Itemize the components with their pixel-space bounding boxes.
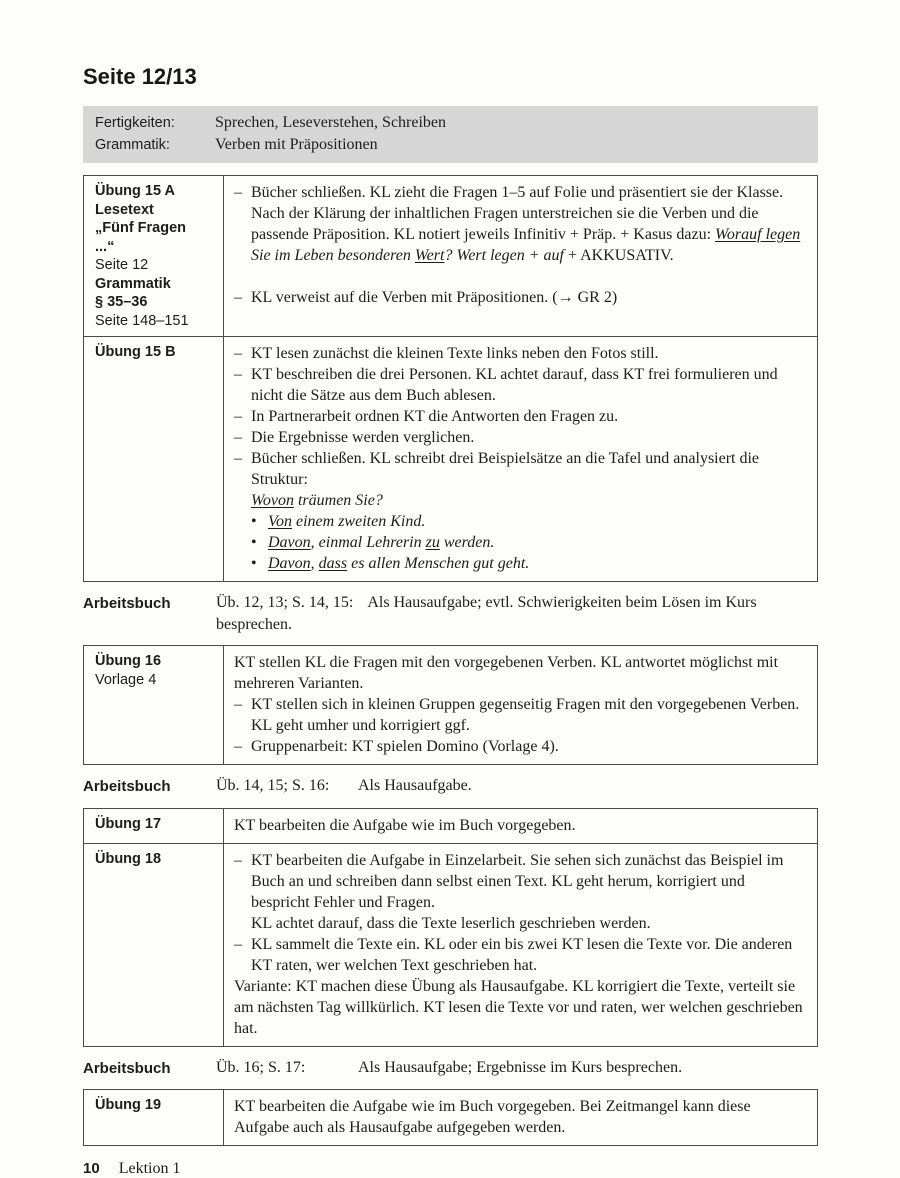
exercise-label-line: Grammatik bbox=[95, 275, 171, 292]
exercise-table-19 bbox=[83, 1089, 818, 1146]
text-run: Variante: KT machen diese Übung als Hausaufgabe. KL korrigiert die Texte, verteilt sie am nächsten Tag willkürlich. KT lesen die Texte vor und raten, wer welchen geschrieben hat. bbox=[234, 977, 803, 1037]
content-block bbox=[234, 343, 805, 364]
table-row bbox=[84, 176, 818, 337]
text-run: Gruppenarbeit: KT spielen Domino (Vorlage 4). bbox=[251, 738, 559, 755]
exercise-label-line: Übung 15 A bbox=[95, 183, 176, 199]
text-run: Sie im Leben besonderen bbox=[251, 247, 415, 264]
table-row bbox=[84, 1090, 818, 1146]
text-run: KT lesen zunächst die kleinen Texte links neben den Fotos still. bbox=[251, 345, 659, 362]
dash-marker: – bbox=[234, 366, 242, 383]
exercise-label-line: § 35–36 bbox=[95, 294, 148, 310]
content-block bbox=[234, 815, 805, 836]
text-run: Bücher schließen. KL schreibt drei Beispielsätze an die Tafel und analysiert die Struktur: bbox=[251, 450, 760, 488]
text-run: , einmal Lehrerin bbox=[310, 534, 426, 551]
dash-marker: – bbox=[234, 429, 242, 446]
text-run: KL verweist auf die Verben mit Präpositionen. ( bbox=[251, 289, 558, 306]
dash-marker: – bbox=[234, 851, 242, 869]
exercise-label-uebung-15a bbox=[84, 176, 224, 337]
text-run: KT bearbeiten die Aufgabe wie im Buch vorgegeben. Bei Zeitmangel kann diese Aufgabe auch als Hausaufgabe aufgegeben werden. bbox=[234, 1098, 751, 1136]
content-block bbox=[251, 511, 805, 532]
table-row bbox=[84, 337, 818, 582]
bullet-marker: • bbox=[251, 534, 257, 551]
arbeitsbuch-content bbox=[216, 592, 818, 635]
text-run: Wert bbox=[414, 247, 445, 264]
arbeitsbuch-label: Arbeitsbuch bbox=[83, 778, 171, 795]
content-text bbox=[251, 364, 805, 406]
arbeitsbuch-row-2 bbox=[83, 775, 818, 798]
content-text bbox=[251, 343, 805, 364]
skills-row bbox=[95, 112, 806, 134]
content-block bbox=[234, 934, 805, 976]
content-text bbox=[268, 553, 805, 574]
footer-chapter: Lektion 1 bbox=[118, 1160, 181, 1177]
content-block bbox=[251, 490, 805, 511]
exercise-content-uebung-19 bbox=[224, 1090, 818, 1146]
content-block bbox=[234, 976, 805, 1039]
dash-marker: – bbox=[234, 450, 242, 467]
text-run: Wert legen + auf bbox=[456, 247, 564, 264]
text-run: es allen Menschen gut geht. bbox=[347, 555, 530, 572]
dash-marker: – bbox=[234, 935, 242, 953]
text-run: Von bbox=[268, 513, 292, 530]
text-run: KL sammelt die Texte ein. KL oder ein bis zwei KT lesen die Texte vor. Die anderen KT raten, wer welchen Text geschrieben hat. bbox=[251, 935, 793, 974]
grammar-value: Verben mit Präpositionen bbox=[215, 136, 378, 153]
text-run: + AKKUSATIV. bbox=[563, 247, 674, 264]
dash-marker: – bbox=[234, 696, 242, 713]
exercise-label-uebung-17 bbox=[84, 808, 224, 843]
arbeitsbuch-row-1 bbox=[83, 592, 818, 635]
text-run: Worauf legen bbox=[715, 226, 801, 243]
text-run: Davon bbox=[268, 534, 311, 551]
exercise-label-line: Lesetext bbox=[95, 201, 154, 218]
paragraph-spacer bbox=[234, 266, 805, 287]
content-block bbox=[234, 406, 805, 427]
content-text bbox=[251, 913, 805, 934]
dash-marker: – bbox=[234, 289, 242, 306]
grammar-label: Grammatik: bbox=[95, 137, 170, 153]
exercise-label-line: Übung 17 bbox=[95, 815, 162, 832]
content-text bbox=[268, 511, 805, 532]
exercise-label-line: Vorlage 4 bbox=[95, 671, 157, 688]
exercise-content-uebung-17 bbox=[224, 808, 818, 843]
exercise-label-line: Seite 148–151 bbox=[95, 312, 189, 329]
arbeitsbuch-label: Arbeitsbuch bbox=[83, 595, 171, 612]
content-text bbox=[251, 427, 805, 448]
content-text bbox=[234, 815, 805, 836]
content-block bbox=[251, 532, 805, 553]
content-block bbox=[234, 287, 805, 308]
content-block bbox=[234, 182, 805, 266]
arbeitsbuch-instruction: Als Hausaufgabe. bbox=[358, 777, 472, 794]
grammar-row bbox=[95, 134, 806, 156]
arbeitsbuch-reference: Üb. 14, 15; S. 16: bbox=[216, 777, 330, 794]
arbeitsbuch-reference: Üb. 12, 13; S. 14, 15: bbox=[216, 594, 354, 611]
table-row bbox=[84, 646, 818, 765]
text-run: , bbox=[310, 555, 319, 572]
content-text bbox=[251, 448, 805, 490]
bullet-marker: • bbox=[251, 513, 257, 530]
arbeitsbuch-content bbox=[216, 775, 818, 798]
arbeitsbuch-label: Arbeitsbuch bbox=[83, 1059, 171, 1077]
arbeitsbuch-content bbox=[216, 1057, 818, 1080]
skills-label: Fertigkeiten: bbox=[95, 115, 175, 131]
exercise-label-line: Seite 12 bbox=[95, 257, 149, 273]
table-row bbox=[84, 808, 818, 843]
text-run: KT beschreiben die drei Personen. KL achtet darauf, dass KT frei formulieren und nicht die Sätze aus dem Buch ablesen. bbox=[251, 366, 778, 404]
exercise-label-line: ...“ bbox=[95, 238, 115, 255]
text-run: Wovon bbox=[251, 492, 294, 509]
text-run: Bücher schließen. KL zieht die Fragen 1–5 auf Folie und präsentiert sie der Klasse. Nach der Klärung der inhaltlichen Fragen unterstreichen sie die Verben und die passende Präposition. KL notiert jeweils Infinitiv + Präp. + Kasus dazu: bbox=[251, 184, 784, 243]
exercise-content-uebung-15b bbox=[224, 337, 818, 582]
dash-marker: – bbox=[234, 345, 242, 362]
text-run: KL achtet darauf, dass die Texte leserlich geschrieben werden. bbox=[251, 914, 651, 932]
exercise-label-line: Übung 19 bbox=[95, 1097, 162, 1113]
text-run: KT bearbeiten die Aufgabe wie im Buch vorgegeben. bbox=[234, 816, 576, 834]
content-text bbox=[251, 406, 805, 427]
content-text bbox=[251, 182, 805, 266]
content-block bbox=[234, 448, 805, 490]
text-run: dass bbox=[318, 555, 348, 572]
text-run: In Partnerarbeit ordnen KT die Antworten den Fragen zu. bbox=[251, 408, 619, 425]
content-block bbox=[234, 652, 805, 694]
content-text bbox=[234, 652, 805, 694]
text-run: GR 2) bbox=[573, 289, 618, 306]
dash-marker: – bbox=[234, 408, 242, 425]
content-block bbox=[234, 694, 805, 736]
text-run: KT stellen sich in kleinen Gruppen gegenseitig Fragen mit den vorgegebenen Verben. KL geht umher und korrigiert ggf. bbox=[251, 696, 800, 734]
page-title: Seite 12/13 bbox=[83, 64, 197, 89]
content-text bbox=[251, 490, 805, 511]
content-text bbox=[251, 694, 805, 736]
content-text bbox=[268, 532, 805, 553]
exercise-table-16 bbox=[83, 645, 818, 765]
footer-page-number: 10 bbox=[83, 1160, 100, 1177]
content-block bbox=[251, 913, 805, 934]
content-text bbox=[251, 850, 805, 913]
content-block bbox=[251, 553, 805, 574]
exercise-label-line: „Fünf Fragen bbox=[95, 220, 187, 236]
arbeitsbuch-reference: Üb. 16; S. 17: bbox=[216, 1058, 306, 1076]
content-block bbox=[234, 736, 805, 757]
dash-marker: – bbox=[234, 738, 242, 755]
exercise-content-uebung-18 bbox=[224, 843, 818, 1046]
page-footer bbox=[83, 1160, 818, 1178]
text-run: KT bearbeiten die Aufgabe in Einzelarbeit. Sie sehen sich zunächst das Beispiel im Buch an und schreiben dann selbst einen Text. KL geht herum, korrigiert und bespricht Fehler und Fragen. bbox=[251, 851, 784, 911]
exercise-label-uebung-15b bbox=[84, 337, 224, 582]
content-block bbox=[234, 850, 805, 913]
arbeitsbuch-row-3 bbox=[83, 1057, 818, 1080]
content-text bbox=[234, 976, 805, 1039]
arbeitsbuch-instruction: Als Hausaufgabe; evtl. Schwierigkeiten beim Lösen im Kurs besprechen. bbox=[216, 594, 757, 633]
exercise-content-uebung-15a bbox=[224, 176, 818, 337]
text-run: werden. bbox=[439, 534, 495, 551]
content-text bbox=[251, 934, 805, 976]
text-run: zu bbox=[425, 534, 440, 551]
content-text bbox=[234, 1096, 805, 1138]
exercise-label-line: Übung 16 bbox=[95, 653, 162, 669]
text-run: ? bbox=[444, 247, 457, 264]
content-block bbox=[234, 364, 805, 406]
content-block bbox=[234, 1096, 805, 1138]
text-run: → bbox=[557, 289, 574, 306]
text-run: KT stellen KL die Fragen mit den vorgegebenen Verben. KL antwortet möglichst mit mehreren Varianten. bbox=[234, 654, 779, 692]
bullet-marker: • bbox=[251, 555, 257, 572]
exercise-label-line: Übung 15 B bbox=[95, 344, 176, 360]
text-run: Die Ergebnisse werden verglichen. bbox=[251, 429, 475, 446]
text-run: träumen Sie? bbox=[293, 492, 383, 509]
arbeitsbuch-instruction: Als Hausaufgabe; Ergebnisse im Kurs besprechen. bbox=[358, 1058, 683, 1076]
text-run: einem zweiten Kind. bbox=[292, 513, 426, 530]
content-text bbox=[251, 287, 805, 308]
skills-header-box bbox=[83, 106, 818, 163]
table-row bbox=[84, 843, 818, 1046]
exercise-label-uebung-18 bbox=[84, 843, 224, 1046]
exercise-label-line: Übung 18 bbox=[95, 850, 162, 867]
dash-marker: – bbox=[234, 184, 242, 201]
content-block bbox=[234, 427, 805, 448]
exercise-table-17-18 bbox=[83, 808, 818, 1047]
exercise-content-uebung-16 bbox=[224, 646, 818, 765]
text-run: Davon bbox=[268, 555, 311, 572]
content-text bbox=[251, 736, 805, 757]
exercise-label-uebung-19 bbox=[84, 1090, 224, 1146]
exercise-table-15 bbox=[83, 175, 818, 582]
exercise-label-uebung-16 bbox=[84, 646, 224, 765]
skills-value: Sprechen, Leseverstehen, Schreiben bbox=[215, 114, 447, 131]
